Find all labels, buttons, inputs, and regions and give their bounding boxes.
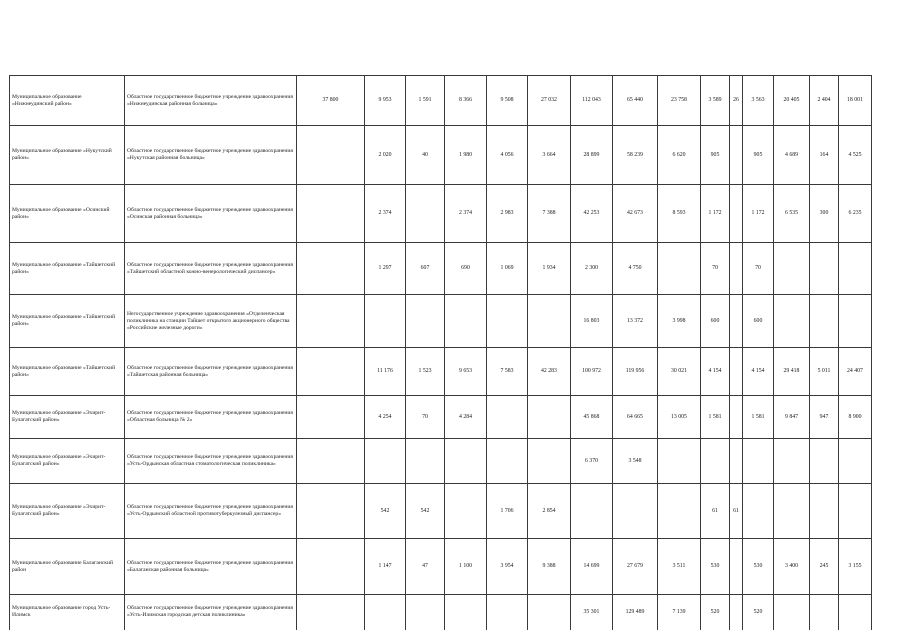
value-cell — [297, 539, 365, 595]
value-cell — [730, 539, 743, 595]
value-cell — [365, 295, 406, 348]
value-cell: 45 868 — [571, 396, 613, 439]
value-cell — [487, 439, 528, 484]
value-cell: 42 283 — [528, 348, 571, 396]
value-cell: 3 664 — [528, 126, 571, 185]
value-cell — [297, 484, 365, 539]
value-cell: 3 589 — [701, 76, 730, 126]
value-cell: 8 593 — [658, 185, 701, 243]
value-cell: 5 011 — [810, 348, 839, 396]
value-cell: 3 155 — [839, 539, 872, 595]
value-cell — [445, 295, 487, 348]
value-cell: 3 548 — [613, 439, 658, 484]
value-cell: 164 — [810, 126, 839, 185]
value-cell: 9 653 — [445, 348, 487, 396]
value-cell: 30 021 — [658, 348, 701, 396]
value-cell: 530 — [743, 539, 774, 595]
value-cell — [730, 243, 743, 295]
value-cell: 9 847 — [774, 396, 810, 439]
municipality-cell: Муниципальное образование «Тайшетский район» — [10, 295, 125, 348]
value-cell — [365, 595, 406, 630]
municipality-cell: Муниципальное образование «Эхирит-Булагатский район» — [10, 396, 125, 439]
institution-cell: Областное государственное бюджетное учреждение здравоохранения «Усть-Илимская городская детская поликлиника» — [125, 595, 297, 630]
value-cell: 4 254 — [365, 396, 406, 439]
value-cell — [658, 439, 701, 484]
value-cell: 6 620 — [658, 126, 701, 185]
value-cell: 2 404 — [810, 76, 839, 126]
value-cell — [571, 484, 613, 539]
value-cell: 9 388 — [528, 539, 571, 595]
institution-cell: Областное государственное бюджетное учреждение здравоохранения «Областная больница № 2» — [125, 396, 297, 439]
table-row — [10, 185, 872, 243]
value-cell: 119 956 — [613, 348, 658, 396]
value-cell — [406, 295, 445, 348]
value-cell — [297, 348, 365, 396]
value-cell: 61 — [701, 484, 730, 539]
value-cell: 1 980 — [445, 126, 487, 185]
table-row — [10, 595, 872, 630]
value-cell — [658, 484, 701, 539]
value-cell: 27 032 — [528, 76, 571, 126]
value-cell — [658, 243, 701, 295]
value-cell: 2 983 — [487, 185, 528, 243]
value-cell: 1 100 — [445, 539, 487, 595]
value-cell: 300 — [810, 185, 839, 243]
value-cell: 4 689 — [774, 126, 810, 185]
value-cell — [743, 484, 774, 539]
value-cell — [487, 295, 528, 348]
value-cell: 3 563 — [743, 76, 774, 126]
value-cell: 1 591 — [406, 76, 445, 126]
institution-cell: Негосударственное учреждение здравоохранения «Отделенческая поликлиника на станции Тайшет открытого акционерного общества «Российские железные дороги» — [125, 295, 297, 348]
municipality-cell: Муниципальное образование «Тайшетский район» — [10, 348, 125, 396]
value-cell: 1 581 — [701, 396, 730, 439]
value-cell — [810, 484, 839, 539]
value-cell — [487, 396, 528, 439]
value-cell: 1 172 — [701, 185, 730, 243]
value-cell: 37 800 — [297, 76, 365, 126]
value-cell: 3 400 — [774, 539, 810, 595]
hospital-data-table — [9, 75, 872, 630]
value-cell — [730, 439, 743, 484]
value-cell: 1 706 — [487, 484, 528, 539]
value-cell — [730, 396, 743, 439]
value-cell: 28 899 — [571, 126, 613, 185]
value-cell: 520 — [743, 595, 774, 630]
value-cell: 4 750 — [613, 243, 658, 295]
table-row — [10, 243, 872, 295]
value-cell: 13 372 — [613, 295, 658, 348]
value-cell — [774, 295, 810, 348]
value-cell: 905 — [701, 126, 730, 185]
value-cell — [810, 243, 839, 295]
municipality-cell: Муниципальное образование «Осинский район» — [10, 185, 125, 243]
value-cell: 8 900 — [839, 396, 872, 439]
value-cell: 607 — [406, 243, 445, 295]
value-cell: 64 665 — [613, 396, 658, 439]
value-cell: 42 673 — [613, 185, 658, 243]
value-cell: 690 — [445, 243, 487, 295]
value-cell: 47 — [406, 539, 445, 595]
value-cell — [743, 439, 774, 484]
value-cell: 1 523 — [406, 348, 445, 396]
municipality-cell: Муниципальное образование «Нижнеудинский район» — [10, 76, 125, 126]
value-cell: 4 284 — [445, 396, 487, 439]
institution-cell: Областное государственное бюджетное учреждение здравоохранения «Осинская районная больница» — [125, 185, 297, 243]
value-cell: 1 581 — [743, 396, 774, 439]
value-cell: 1 934 — [528, 243, 571, 295]
value-cell: 4 525 — [839, 126, 872, 185]
value-cell: 70 — [406, 396, 445, 439]
value-cell — [839, 295, 872, 348]
value-cell — [839, 439, 872, 484]
institution-cell: Областное государственное бюджетное учреждение здравоохранения «Усть-Ордынская областная стоматологическая поликлиника» — [125, 439, 297, 484]
value-cell: 27 679 — [613, 539, 658, 595]
value-cell: 3 954 — [487, 539, 528, 595]
value-cell: 42 253 — [571, 185, 613, 243]
value-cell: 13 005 — [658, 396, 701, 439]
value-cell — [730, 595, 743, 630]
value-cell: 29 418 — [774, 348, 810, 396]
value-cell: 2 020 — [365, 126, 406, 185]
value-cell: 61 — [730, 484, 743, 539]
value-cell: 600 — [701, 295, 730, 348]
value-cell: 542 — [406, 484, 445, 539]
value-cell: 600 — [743, 295, 774, 348]
value-cell: 20 405 — [774, 76, 810, 126]
table-row — [10, 484, 872, 539]
value-cell: 6 535 — [774, 185, 810, 243]
value-cell — [839, 484, 872, 539]
value-cell: 4 154 — [743, 348, 774, 396]
value-cell — [810, 595, 839, 630]
municipality-cell: Муниципальное образование «Тайшетский район» — [10, 243, 125, 295]
value-cell — [406, 185, 445, 243]
value-cell — [774, 595, 810, 630]
value-cell: 65 440 — [613, 76, 658, 126]
value-cell: 4 154 — [701, 348, 730, 396]
value-cell — [406, 595, 445, 630]
value-cell — [297, 126, 365, 185]
value-cell — [445, 484, 487, 539]
value-cell — [445, 439, 487, 484]
value-cell: 2 374 — [365, 185, 406, 243]
value-cell — [774, 484, 810, 539]
value-cell — [487, 595, 528, 630]
value-cell — [839, 595, 872, 630]
value-cell: 3 998 — [658, 295, 701, 348]
value-cell: 26 — [730, 76, 743, 126]
value-cell — [406, 439, 445, 484]
value-cell: 1 172 — [743, 185, 774, 243]
value-cell: 7 139 — [658, 595, 701, 630]
value-cell: 245 — [810, 539, 839, 595]
institution-cell: Областное государственное бюджетное учреждение здравоохранения «Усть-Ордынский областной противотуберкулезный диспансер» — [125, 484, 297, 539]
value-cell — [297, 243, 365, 295]
value-cell: 9 508 — [487, 76, 528, 126]
value-cell: 4 056 — [487, 126, 528, 185]
value-cell: 542 — [365, 484, 406, 539]
value-cell — [297, 295, 365, 348]
value-cell — [528, 295, 571, 348]
table-row — [10, 126, 872, 185]
value-cell: 70 — [701, 243, 730, 295]
value-cell: 23 758 — [658, 76, 701, 126]
value-cell: 9 953 — [365, 76, 406, 126]
value-cell: 70 — [743, 243, 774, 295]
municipality-cell: Муниципальное образование город Усть-Илимск — [10, 595, 125, 630]
value-cell: 1 069 — [487, 243, 528, 295]
value-cell: 24 407 — [839, 348, 872, 396]
value-cell — [774, 243, 810, 295]
value-cell — [810, 439, 839, 484]
value-cell: 58 239 — [613, 126, 658, 185]
value-cell: 11 176 — [365, 348, 406, 396]
value-cell: 947 — [810, 396, 839, 439]
value-cell — [730, 126, 743, 185]
value-cell: 40 — [406, 126, 445, 185]
value-cell — [810, 295, 839, 348]
value-cell — [774, 439, 810, 484]
document-page — [9, 75, 871, 630]
value-cell — [730, 185, 743, 243]
municipality-cell: Муниципальное образование «Эхирит-Булагатский район» — [10, 439, 125, 484]
value-cell — [528, 396, 571, 439]
value-cell: 530 — [701, 539, 730, 595]
value-cell: 1 147 — [365, 539, 406, 595]
value-cell: 7 388 — [528, 185, 571, 243]
value-cell — [839, 243, 872, 295]
value-cell: 6 235 — [839, 185, 872, 243]
value-cell — [613, 484, 658, 539]
table-row — [10, 295, 872, 348]
municipality-cell: Муниципальное образование «Нукутский район» — [10, 126, 125, 185]
value-cell: 7 583 — [487, 348, 528, 396]
institution-cell: Областное государственное бюджетное учреждение здравоохранения «Нукутская районная больница» — [125, 126, 297, 185]
value-cell — [701, 439, 730, 484]
value-cell — [730, 295, 743, 348]
value-cell — [297, 595, 365, 630]
value-cell: 2 854 — [528, 484, 571, 539]
value-cell: 16 803 — [571, 295, 613, 348]
value-cell: 129 489 — [613, 595, 658, 630]
value-cell: 112 043 — [571, 76, 613, 126]
table-row — [10, 396, 872, 439]
value-cell: 905 — [743, 126, 774, 185]
value-cell — [297, 185, 365, 243]
institution-cell: Областное государственное бюджетное учреждение здравоохранения «Нижнеудинская районная больница» — [125, 76, 297, 126]
value-cell: 2 300 — [571, 243, 613, 295]
value-cell — [297, 439, 365, 484]
value-cell: 1 297 — [365, 243, 406, 295]
value-cell: 100 972 — [571, 348, 613, 396]
value-cell: 3 511 — [658, 539, 701, 595]
municipality-cell: Муниципальное образование «Эхирит-Булагатский район» — [10, 484, 125, 539]
table-row — [10, 76, 872, 126]
value-cell: 35 301 — [571, 595, 613, 630]
value-cell: 14 699 — [571, 539, 613, 595]
table-row — [10, 439, 872, 484]
institution-cell: Областное государственное бюджетное учреждение здравоохранения «Тайшетский областной кожно-венерологический диспансер» — [125, 243, 297, 295]
value-cell — [297, 396, 365, 439]
value-cell — [365, 439, 406, 484]
value-cell — [445, 595, 487, 630]
table-row — [10, 539, 872, 595]
value-cell — [730, 348, 743, 396]
value-cell — [528, 439, 571, 484]
institution-cell: Областное государственное бюджетное учреждение здравоохранения «Тайшетская районная больница» — [125, 348, 297, 396]
value-cell: 18 001 — [839, 76, 872, 126]
institution-cell: Областное государственное бюджетное учреждение здравоохранения «Балаганская районная больница» — [125, 539, 297, 595]
value-cell: 520 — [701, 595, 730, 630]
municipality-cell: Муниципальное образование Балаганский район — [10, 539, 125, 595]
value-cell: 6 370 — [571, 439, 613, 484]
value-cell: 8 366 — [445, 76, 487, 126]
value-cell: 2 374 — [445, 185, 487, 243]
value-cell — [528, 595, 571, 630]
table-row — [10, 348, 872, 396]
